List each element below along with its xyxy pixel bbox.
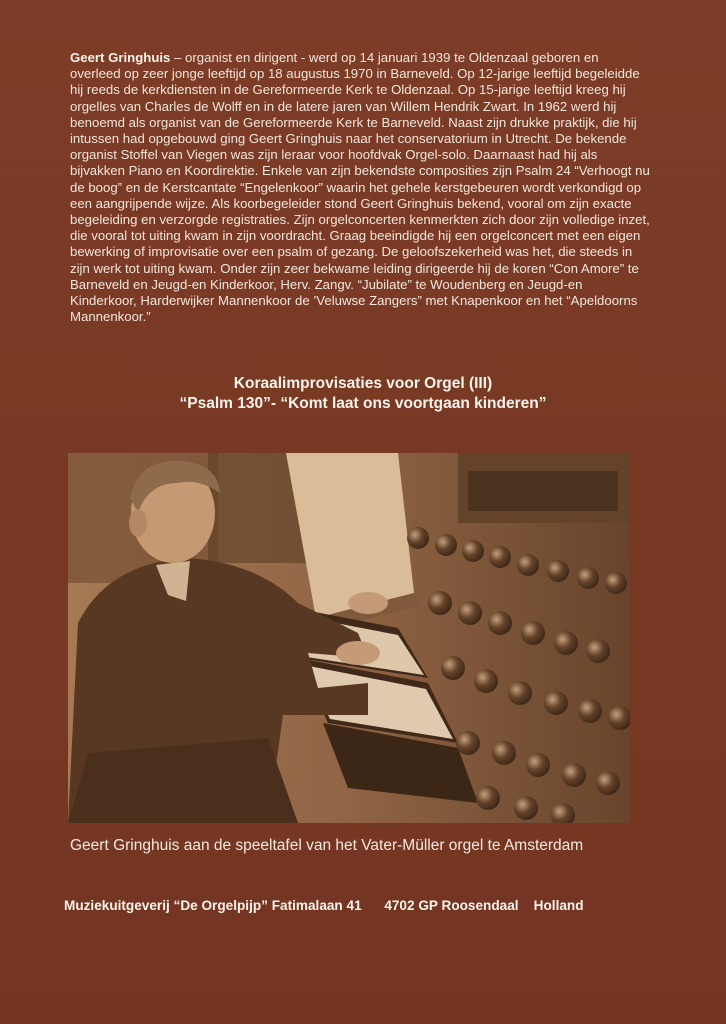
biography-body: – organist en dirigent - werd op 14 januari 1939 te Oldenzaal geboren en overleed op zeer jonge leeftijd op 18 augustus 1970 in Barneveld. Op 12-jarige leeftijd begeleidde hij reeds de kerkdiensten in de Gereformeerde Kerk te Oldenzaal. Op 15-jarige leeftijd kreeg hij orgelles van Charles de Wolff en in de latere jaren van Willem Hendrik Zwart. In 1962 werd hij benoemd als organist van de Gereformeerde Kerk te Barneveld. Naast zijn drukke praktijk, die hij intussen had opgebouwd ging Geert Gringhuis naar het conservatorium in Utrecht. De bekende organist Stoffel van Viegen was zijn leraar voor hoofdvak Orgel-solo. Daarnaast had hij als bijvakken Piano en Koordirektie. Enkele van zijn bekendste composities zijn Psalm 24 “Verhoogt nu de boog” en de Kerstcantate “Engelenkoor” waarin het gehele kerstgebeuren wordt verkondigd op een aangrijpende wijze. Als koorbegeleider stond Geert Gringhuis bekend, vooral om zijn exacte begeleiding en verzorgde registraties. Zijn orgelconcerten kenmerkten zich door zijn volledige inzet, die vooral tot uiting kwam in zijn voordracht. Graag beeindigde hij een orgelconcert met een eigen bewerking of improvisatie over een psalm of gezang. De geloofszekerheid was het, die steeds in zijn werk tot uiting kwam. Onder zijn zeer bekwame leiding dirigeerde hij de koren “Con Amore” te Barneveld en Jeugd-en Kinderkoor, Herv. Zangv. “Jubilate” te Woudenberg en Jeugd-en Kinderkoor, Harderwijker Mannenkoor de ’Veluwse Zangers” met Knapenkoor en het “Apeldoorns Mannenkoor.” [70, 50, 650, 325]
album-title-line-1: Koraalimprovisaties voor Orgel (III) [233, 375, 493, 392]
publisher-footer [64, 898, 684, 913]
album-title [0, 374, 726, 414]
biography-text [70, 50, 650, 325]
photo-caption: Geert Gringhuis aan de speeltafel van het Vater-Müller orgel te Amsterdam [70, 837, 584, 854]
publisher-country: Holland [533, 898, 584, 913]
organ-console-illustration [68, 453, 630, 823]
publisher-postal-code: 4702 GP Roosendaal [384, 898, 519, 913]
composer-name: Geert Gringhuis [70, 50, 171, 65]
publisher-address: Muziekuitgeverij “De Orgelpijp” Fatimalaan 41 [64, 898, 362, 913]
organist-photo [68, 453, 630, 823]
album-title-line-2: “Psalm 130”- “Komt laat ons voortgaan kinderen” [179, 395, 547, 412]
